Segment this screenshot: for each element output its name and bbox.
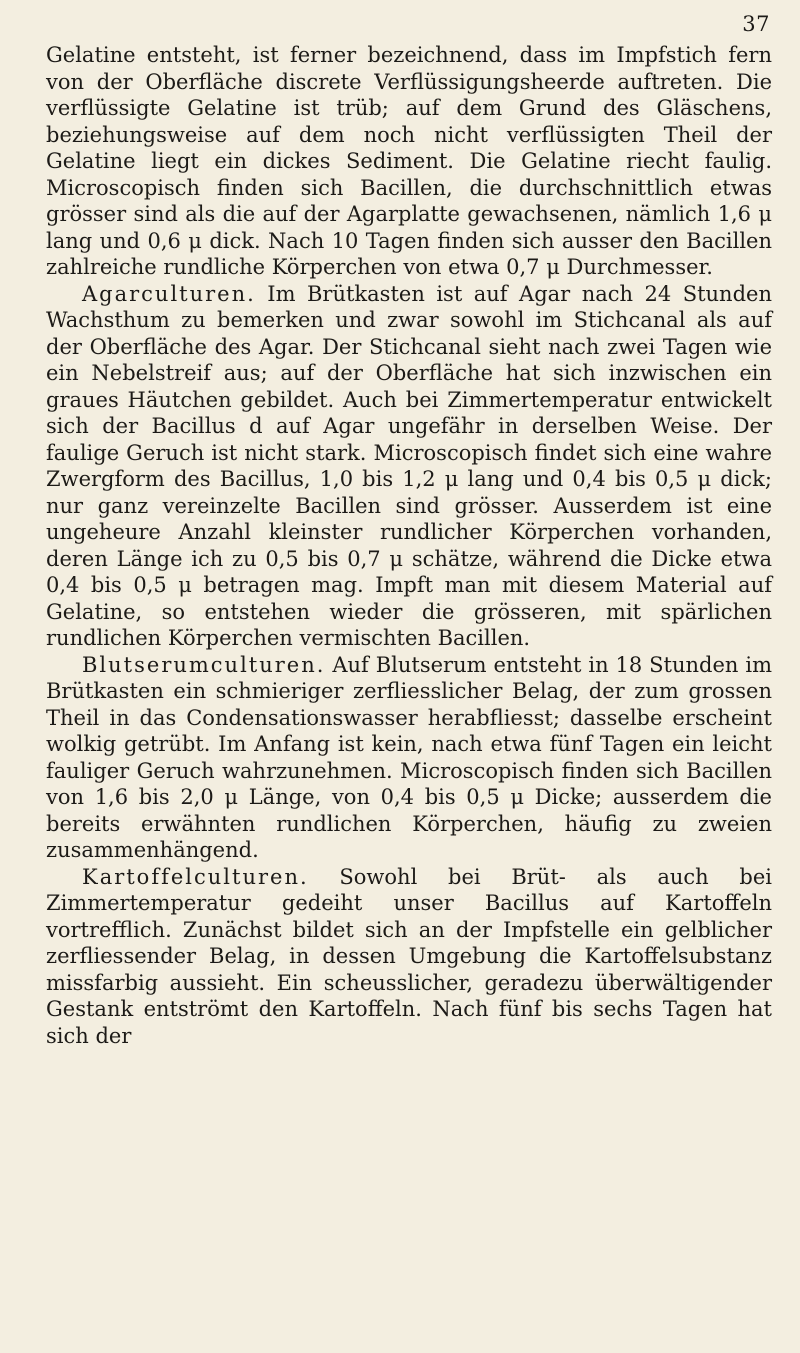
paragraph-blutserumculturen bbox=[46, 652, 772, 864]
page-number: 37 bbox=[742, 12, 770, 36]
paragraph-agarculturen bbox=[46, 281, 772, 652]
paragraph-text: Sowohl bei Brüt- als auch bei Zimmertemperatur gedeiht unser Bacillus auf Kartoffeln vortrefflich. Zunächst bildet sich an der Impfstelle ein gelblicher zerfliessender Belag, in dessen Umgebung die Kartoffelsubstanz missfarbig aussieht. Ein scheusslicher, geradezu überwältigender Gestank entströmt den Kartoffeln. Nach fünf bis sechs Tagen hat sich der bbox=[46, 864, 772, 1048]
paragraph-gelatine-continued bbox=[46, 42, 772, 281]
section-heading-kartoffelculturen: Kartoffelculturen. bbox=[82, 864, 309, 889]
section-heading-blutserumculturen: Blutserumculturen. bbox=[82, 652, 326, 677]
paragraph-text: Im Brütkasten ist auf Agar nach 24 Stunden Wachsthum zu bemerken und zwar sowohl im Stichcanal als auf der Oberfläche des Agar. Der Stichcanal sieht nach zwei Tagen wie ein Nebelstreif aus; auf der Oberfläche hat sich inzwischen ein graues Häutchen gebildet. Auch bei Zimmertemperatur entwickelt sich der Bacillus d auf Agar ungefähr in derselben Weise. Der faulige Geruch ist nicht stark. Microscopisch findet sich eine wahre Zwergform des Bacillus, 1,0 bis 1,2 μ lang und 0,4 bis 0,5 μ dick; nur ganz vereinzelte Bacillen sind grösser. Ausserdem ist eine ungeheure Anzahl kleinster rundlicher Körperchen vorhanden, deren Länge ich zu 0,5 bis 0,7 μ schätze, während die Dicke etwa 0,4 bis 0,5 μ betragen mag. Impft man mit diesem Material auf Gelatine, so entstehen wieder die grösseren, mit spärlichen rundlichen Körperchen vermischten Bacillen. bbox=[46, 281, 772, 650]
body-text bbox=[46, 42, 772, 1049]
section-heading-agarculturen: Agarculturen. bbox=[82, 281, 256, 306]
paragraph-text: Auf Blutserum entsteht in 18 Stunden im Brütkasten ein schmieriger zerfliesslicher Belag, der zum grossen Theil in das Condensationswasser herabfliesst; dasselbe erscheint wolkig getrübt. Im Anfang ist kein, nach etwa fünf Tagen ein leicht fauliger Geruch wahrzunehmen. Microscopisch finden sich Bacillen von 1,6 bis 2,0 μ Länge, von 0,4 bis 0,5 μ Dicke; ausserdem die bereits erwähnten rundlichen Körperchen, häufig zu zweien zusammenhängend. bbox=[46, 652, 772, 862]
paragraph-text: Gelatine entsteht, ist ferner bezeichnend, dass im Impfstich fern von der Oberfläche discrete Verflüssigungsheerde auftreten. Die verflüssigte Gelatine ist trüb; auf dem Grund des Gläschens, beziehungsweise auf dem noch nicht verflüssigten Theil der Gelatine liegt ein dickes Sediment. Die Gelatine riecht faulig. Microscopisch finden sich Bacillen, die durchschnittlich etwas grösser sind als die auf der Agarplatte gewachsenen, nämlich 1,6 μ lang und 0,6 μ dick. Nach 10 Tagen finden sich ausser den Bacillen zahlreiche rundliche Körperchen von etwa 0,7 μ Durchmesser. bbox=[46, 43, 772, 279]
paragraph-kartoffelculturen bbox=[46, 864, 772, 1050]
